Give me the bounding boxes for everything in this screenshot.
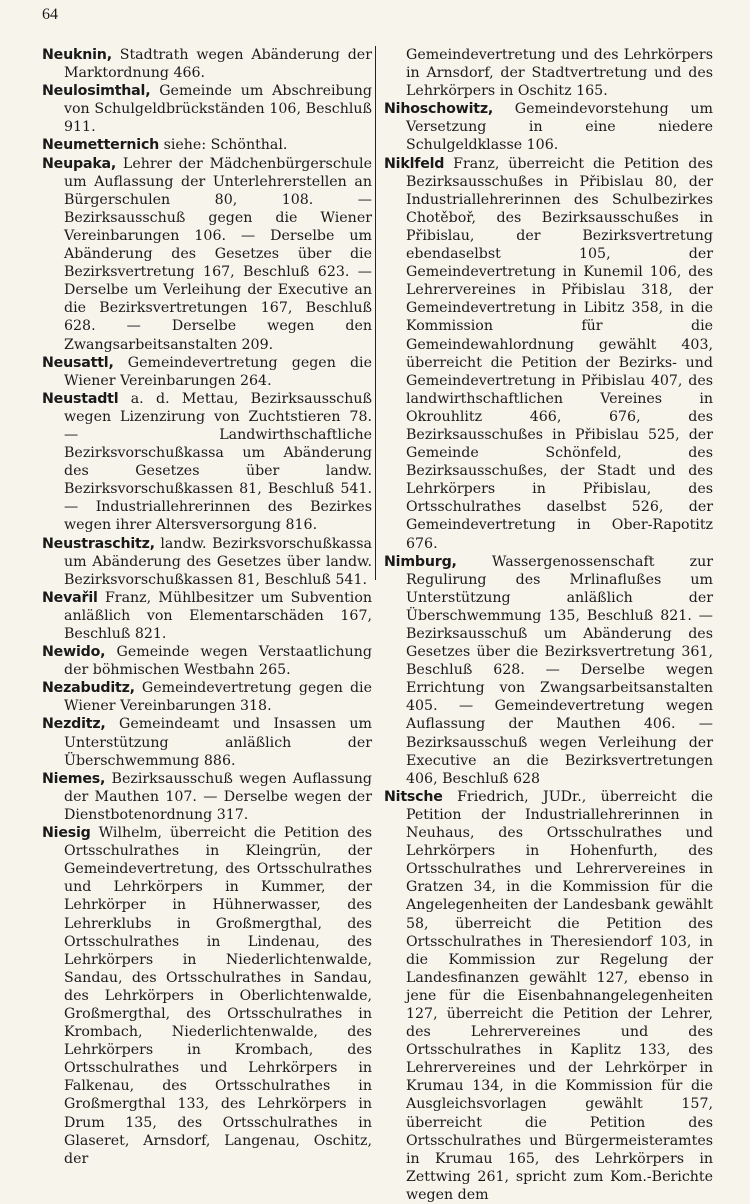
entry-text: Gemeindevertretung und des Lehrkörpers in Arnsdorf, der Stadtvertretung und des Lehrkörpers in Oschitz 165.: [406, 47, 713, 100]
entry-headword: Neumetternich: [42, 137, 160, 154]
entry-text: Gemeindevertretung gegen die Wiener Vereinbarungen 264.: [64, 354, 372, 389]
entry-text: Stadtrath wegen Abänderung der Marktordnung 466.: [64, 47, 372, 82]
entry-headword: Neusattl,: [42, 354, 114, 371]
index-entry: [42, 46, 372, 82]
entry-text: Friedrich, JUDr., überreicht die Petition der Industriallehrerinnen in Neuhaus, des Ortsschulrathes und Lehrkörpers in Hohenfurth, des Ortsschulrathes und Lehrervereines in Gratzen 34, in die Kommission für die Angelegenheiten der Landesbank gewählt 58, überreicht die Petition des Ortsschulrathes in Theresiendorf 103, in die Kommission zur Regelung der Landesfinanzen gewählt 127, ebenso in jene für die Eisenbahnangelegenheiten 127, überreicht die Petition der Lehrer, des Lehrervereines und des Ortsschulrathes in Kaplitz 133, des Lehrervereines und der Lehrkörper in Krumau 134, in die Kommission für die Ausgleichsvorlagen gewählt 157, überreicht die Petition des Ortsschulrathes und Bürgermeisteramtes in Krumau 165, des Lehrkörpers in Zettwing 261, spricht zum Kom.-Berichte wegen dem: [406, 788, 713, 1203]
entry-headword: Neulosimthal,: [42, 83, 151, 100]
index-entry: [42, 715, 372, 769]
entry-text: Gemeinde wegen Verstaatlichung der böhmischen Westbahn 265.: [64, 644, 372, 679]
index-entry: [384, 788, 713, 1204]
index-entry: [42, 535, 372, 589]
entry-text: Gemeindevorstehung um Versetzung in eine niedere Schulgeldklasse 106.: [406, 101, 713, 154]
entry-headword: Nezabuditz,: [42, 680, 135, 697]
index-entry: [42, 155, 372, 354]
entry-text: landw. Bezirksvorschußkassa um Abänderung des Gesetzes über landw. Bezirksvorschußkassen 81, Beschluß 541.: [64, 535, 372, 588]
entry-headword: Newido,: [42, 644, 106, 661]
entry-text: Bezirksausschuß wegen Auflassung der Mauthen 107. — Derselbe wegen der Dienstbotenordnung 317.: [64, 770, 372, 823]
index-entry: [42, 770, 372, 824]
index-entry: [42, 354, 372, 390]
entry-text: Gemeindeamt und Insassen um Unterstützung anläßlich der Überschwemmung 886.: [64, 716, 372, 769]
entry-headword: Neuknin,: [42, 47, 112, 63]
right-column: [384, 46, 713, 1204]
entry-text: Lehrer der Mädchenbürgerschule um Auflassung der Unterlehrerstellen an Bürgerschulen 80, 108. — Bezirksausschuß gegen die Wiener Vereinbarungen 106. — Derselbe um Abänderung des Gesetzes über die Bezirksvertretung 167, Beschluß 623. — Derselbe um Verleihung der Executive an die Bezirksvertretungen 167, Beschluß 628. — Derselbe wegen den Zwangsarbeitsanstalten 209.: [64, 155, 372, 353]
entry-text: Franz, Mühlbesitzer um Subvention anläßlich von Elementarschäden 167, Beschluß 821.: [64, 589, 372, 642]
entry-text: Gemeindevertretung gegen die Wiener Vereinbarungen 318.: [64, 680, 372, 715]
index-entry: [42, 679, 372, 715]
entry-headword: Niklfeld: [384, 155, 445, 172]
entry-text: Wilhelm, überreicht die Petition des Ortsschulrathes in Kleingrün, der Gemeindevertretung, des Ortsschulrathes und Lehrkörpers in Kummer, der Lehrkörper in Hühnerwasser, des Lehrerklubs in Großmergthal, des Ortsschulrathes in Lindenau, des Lehrkörpers in Niederlichtenwalde, Sandau, des Ortsschulrathes in Sandau, des Lehrkörpers in Oberlichtenwalde, Großmergthal, des Ortsschulrathes in Krombach, Niederlichtenwalde, des Lehrkörpers in Krombach, des Ortsschulrathes und Lehrkörpers in Falkenau, des Ortsschulrathes in Großmergthal 133, des Lehrkörpers in Drum 135, des Ortsschulrathes in Glaseret, Arnsdorf, Langenau, Oschitz, der: [64, 825, 372, 1167]
index-entry: [384, 553, 713, 788]
entry-headword: Nimburg,: [384, 553, 457, 570]
index-entry: [384, 155, 713, 553]
entry-headword: Neustadtl: [42, 390, 119, 407]
entry-headword: Nitsche: [384, 788, 443, 805]
entry-text: Franz, überreicht die Petition des Bezirksausschußes in Přibislau 80, der Industriallehrerinnen des Schulbezirkes Chotěboř, des Bezirksausschußes in Přibislau, der Bezirksvertretung ebendaselbst 105, der Gemeindevertretung in Kunemil 106, des Lehrervereines in Přibislau 318, der Gemeindevertretung in Libitz 358, in die Kommission für die Gemeindewahlordnung gewählt 403, überreicht die Petition der Bezirks- und Gemeindevertretung in Přibislau 407, des landwirthschaftlichen Vereines in Okrouhlitz 466, 676, des Bezirksausschußes in Přibislau 525, der Gemeinde Schönfeld, des Bezirksausschußes, der Stadt und des Lehrkörpers in Přibislau, des Ortsschulrathes daselbst 526, der Gemeindevertretung in Ober-Rapotitz 676.: [406, 155, 713, 552]
entry-headword: Nezditz,: [42, 716, 106, 733]
entry-text: a. d. Mettau, Bezirksausschuß wegen Lizenzirung von Zuchtstieren 78. — Landwirthschaftliche Bezirksvorschußkassa um Abänderung des Gesetzes über landw. Bezirksvorschußkassen 81, Beschluß 541. — Industriallehrerinnen des Bezirkes wegen ihrer Altersversorgung 816.: [64, 390, 372, 534]
index-entry: [42, 136, 372, 154]
entry-headword: Nihoschowitz,: [384, 101, 494, 118]
entry-headword: Neustraschitz,: [42, 535, 155, 552]
entry-headword: Niemes,: [42, 770, 106, 787]
index-entry: [42, 824, 372, 1168]
left-column: [42, 46, 372, 1168]
index-entry: [384, 46, 713, 100]
index-entry: [384, 100, 713, 154]
page-number: 64: [42, 6, 58, 23]
index-entry: [42, 82, 372, 136]
column-divider: [375, 46, 376, 580]
entry-headword: Neupaka,: [42, 155, 117, 172]
entry-text: Wassergenossenschaft zur Regulirung des Mrlinaflußes um Unterstützung anläßlich der Überschwemmung 135, Beschluß 821. — Bezirksausschuß um Abänderung des Gesetzes über die Bezirksvertretung 361, Beschluß 628. — Derselbe wegen Errichtung von Zwangsarbeitsanstalten 405. — Gemeindevertretung wegen Auflassung der Mauthen 406. — Bezirksausschuß wegen Verleihung der Executive an die Bezirksvertretungen 406, Beschluß 628: [406, 553, 713, 787]
entry-headword: Niesig: [42, 825, 91, 842]
index-entry: [42, 390, 372, 535]
index-entry: [42, 589, 372, 643]
entry-headword: Nevařil: [42, 589, 98, 606]
entry-text: Gemeinde um Abschreibung von Schulgeldbrückständen 106, Beschluß 911.: [64, 83, 372, 136]
entry-text: siehe: Schönthal.: [159, 137, 288, 154]
index-entry: [42, 643, 372, 679]
